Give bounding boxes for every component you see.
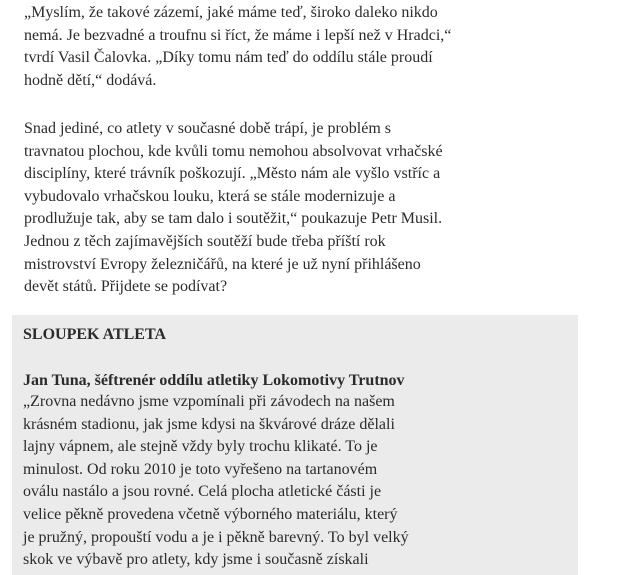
paragraph-line: hodně dětí,“ dodává. (24, 71, 157, 89)
sidebar-text-line: krásném stadionu, jak jsme kdysi na škvárové dráze dělali (23, 415, 395, 433)
paragraph-line: prodlužuje tak, aby se tam dalo i soutěžit,“ poukazuje Petr Musil. (24, 210, 443, 228)
paragraph-line: vybudovalo vrhačskou louku, která se stále modernizuje a (24, 187, 396, 205)
paragraph-line: mistrovství Evropy železničářů, na které je už nyní přihlášeno (24, 255, 421, 273)
article-paragraph-2 (24, 118, 524, 299)
paragraph-line: Jednou z těch zajímavějších soutěží bude třeba příští rok (24, 232, 386, 250)
paragraph-line: „Myslím, že takové zázemí, jaké máme teď, široko daleko nikdo (24, 4, 438, 21)
columnist-sidebar-box (12, 315, 578, 575)
paragraph-line: devět států. Přijdete se podívat? (24, 278, 228, 296)
sidebar-author: Jan Tuna, šéftrenér oddílu atletiky Lokomotivy Trutnov (23, 372, 405, 389)
paragraph-line: tvrdí Vasil Čalovka. „Díky tomu nám teď do oddílu stále proudí (24, 49, 433, 67)
sidebar-text-line: velice pěkně provedena včetně výborného materiálu, který (23, 505, 398, 523)
sidebar-text-line: oválu nastálo a jsou rovné. Celá plocha atletické části je (23, 483, 382, 501)
sidebar-text-line: skok ve výbavě pro atlety, kdy jsme i současně získali (23, 551, 369, 569)
paragraph-line: nemá. Je bezvadné a troufnu si říct, že máme i lepší než v Hradci,“ (24, 26, 452, 44)
article-paragraph-1 (24, 2, 524, 92)
sidebar-text (23, 391, 463, 572)
sidebar-heading: SLOUPEK ATLETA (23, 326, 166, 343)
paragraph-line: Snad jediné, co atlety v současné době trápí, je problém s (24, 120, 392, 137)
paragraph-line: disciplíny, které trávník poškozují. „Město nám ale vyšlo vstříc a (24, 165, 441, 183)
sidebar-text-line: je pružný, propouští vodu a je i pěkně barevný. To byl velký (23, 528, 409, 546)
paragraph-line: travnatou plochou, kde kvůli tomu nemohou absolvovat vrhačské (24, 142, 443, 160)
sidebar-text-line: minulost. Od roku 2010 je toto vyřešeno na tartanovém (23, 460, 378, 478)
sidebar-text-line: lajny vápnem, ale stejně vždy byly trochu klikaté. To je (23, 438, 378, 456)
sidebar-text-line: „Zrovna nedávno jsme vzpomínali při závodech na našem (23, 393, 395, 410)
